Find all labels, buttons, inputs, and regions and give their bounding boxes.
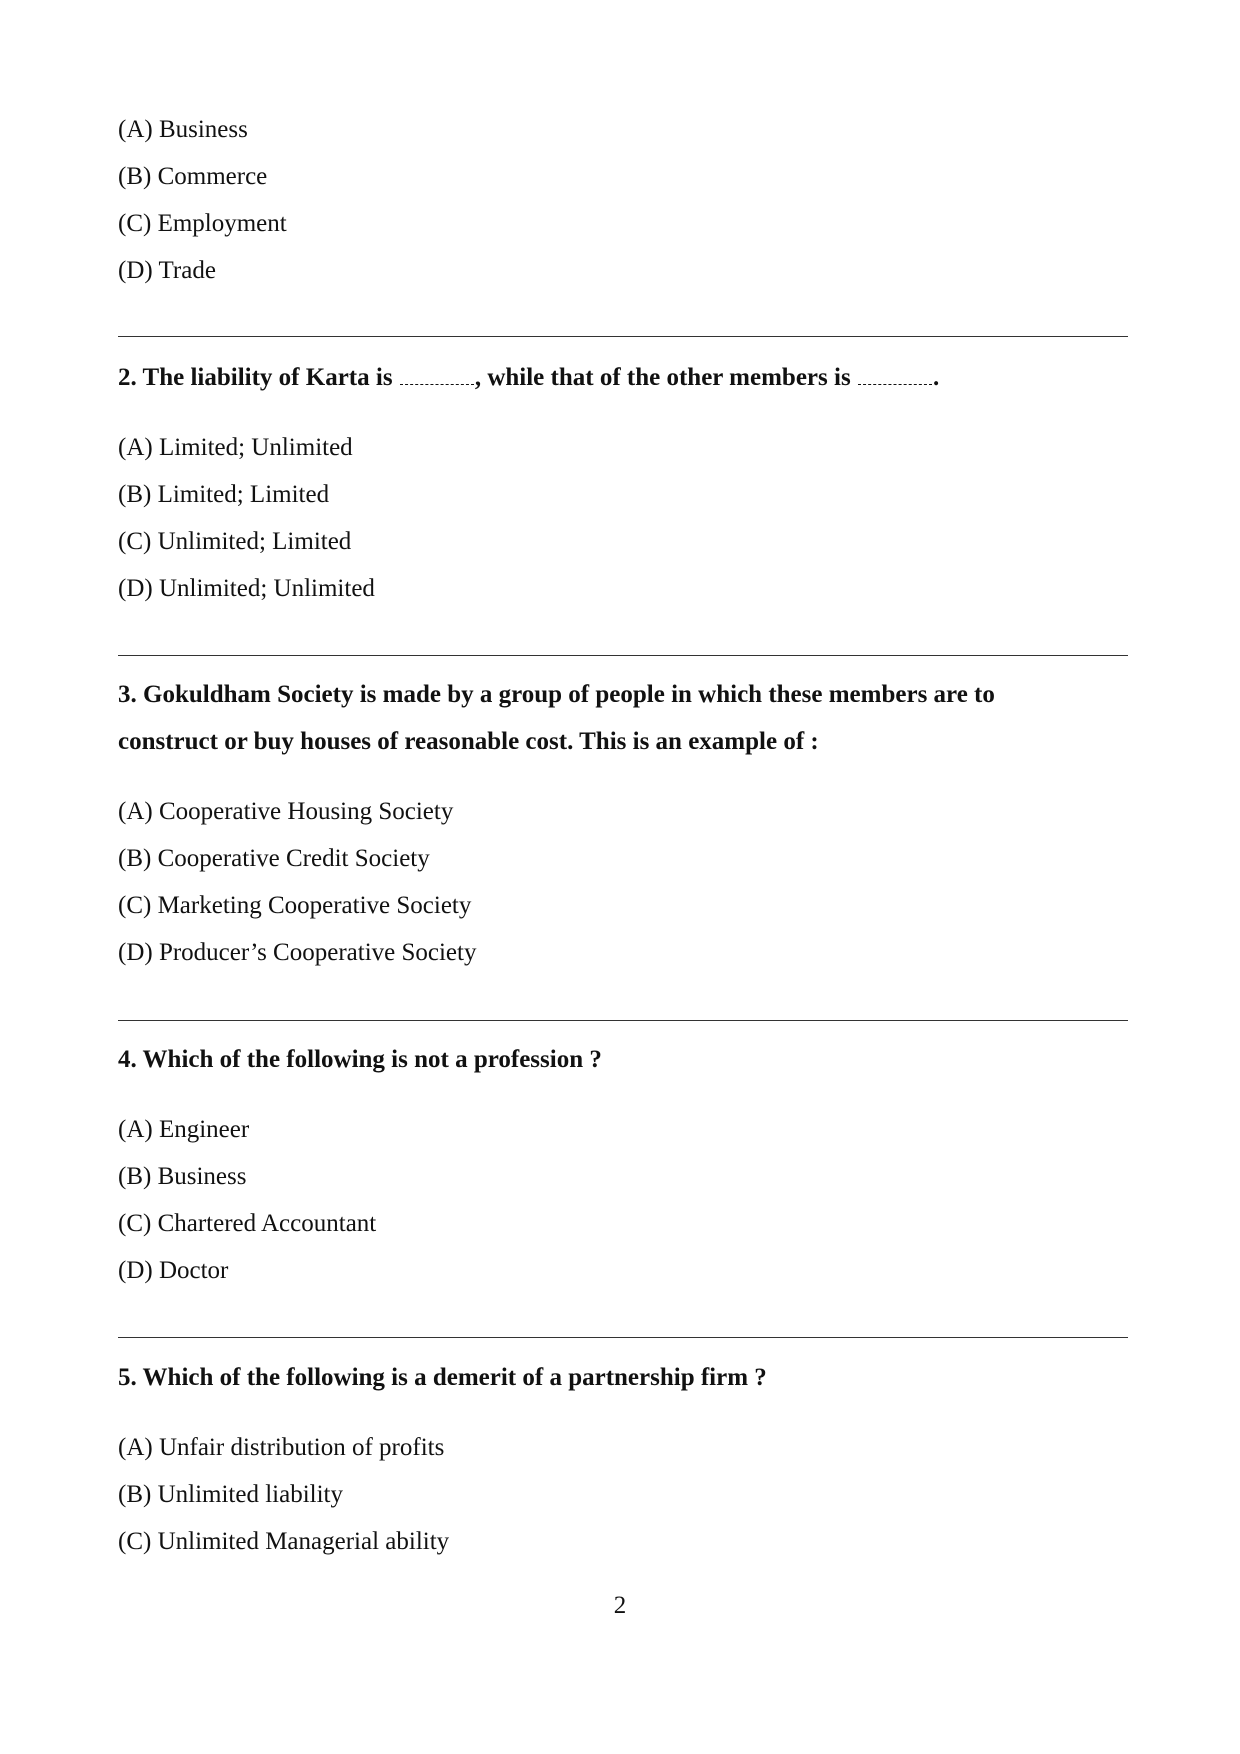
- q3-option-b: (B) Cooperative Credit Society: [118, 845, 430, 872]
- question-2-text-part3: .: [932, 364, 940, 391]
- q1-option-b: (B) Commerce: [118, 163, 268, 190]
- q4-option-b: (B) Business: [118, 1163, 247, 1190]
- question-3-line-2: construct or buy houses of reasonable cost. This is an example of :: [118, 728, 819, 755]
- question-4: 4. Which of the following is not a profession ?: [118, 1046, 602, 1073]
- divider-4: [118, 1337, 1128, 1338]
- q1-option-a: (A) Business: [118, 116, 248, 143]
- question-3-line-1: 3. Gokuldham Society is made by a group of people in which these members are to: [118, 681, 995, 708]
- q2-option-c: (C) Unlimited; Limited: [118, 528, 352, 555]
- q2-option-b: (B) Limited; Limited: [118, 481, 330, 508]
- q1-option-d: (D) Trade: [118, 257, 216, 284]
- blank-2: [858, 366, 932, 385]
- q2-option-d: (D) Unlimited; Unlimited: [118, 575, 375, 602]
- page-number: 2: [613, 1592, 627, 1619]
- q3-option-c: (C) Marketing Cooperative Society: [118, 892, 472, 919]
- q3-option-d: (D) Producer’s Cooperative Society: [118, 939, 477, 966]
- question-5: 5. Which of the following is a demerit of a partnership firm ?: [118, 1364, 767, 1391]
- divider-1: [118, 336, 1128, 337]
- divider-2: [118, 655, 1128, 656]
- q4-option-a: (A) Engineer: [118, 1116, 250, 1143]
- question-2-text-part2: , while that of the other members is: [474, 364, 857, 391]
- q5-option-c: (C) Unlimited Managerial ability: [118, 1528, 450, 1555]
- q2-option-a: (A) Limited; Unlimited: [118, 434, 353, 461]
- question-2: [118, 363, 939, 393]
- q4-option-d: (D) Doctor: [118, 1257, 229, 1284]
- q5-option-b: (B) Unlimited liability: [118, 1481, 343, 1508]
- question-2-text-part1: 2. The liability of Karta is: [118, 364, 399, 391]
- q3-option-a: (A) Cooperative Housing Society: [118, 798, 454, 825]
- divider-3: [118, 1020, 1128, 1021]
- blank-1: [400, 366, 474, 385]
- q4-option-c: (C) Chartered Accountant: [118, 1210, 377, 1237]
- q1-option-c: (C) Employment: [118, 210, 287, 237]
- q5-option-a: (A) Unfair distribution of profits: [118, 1434, 445, 1461]
